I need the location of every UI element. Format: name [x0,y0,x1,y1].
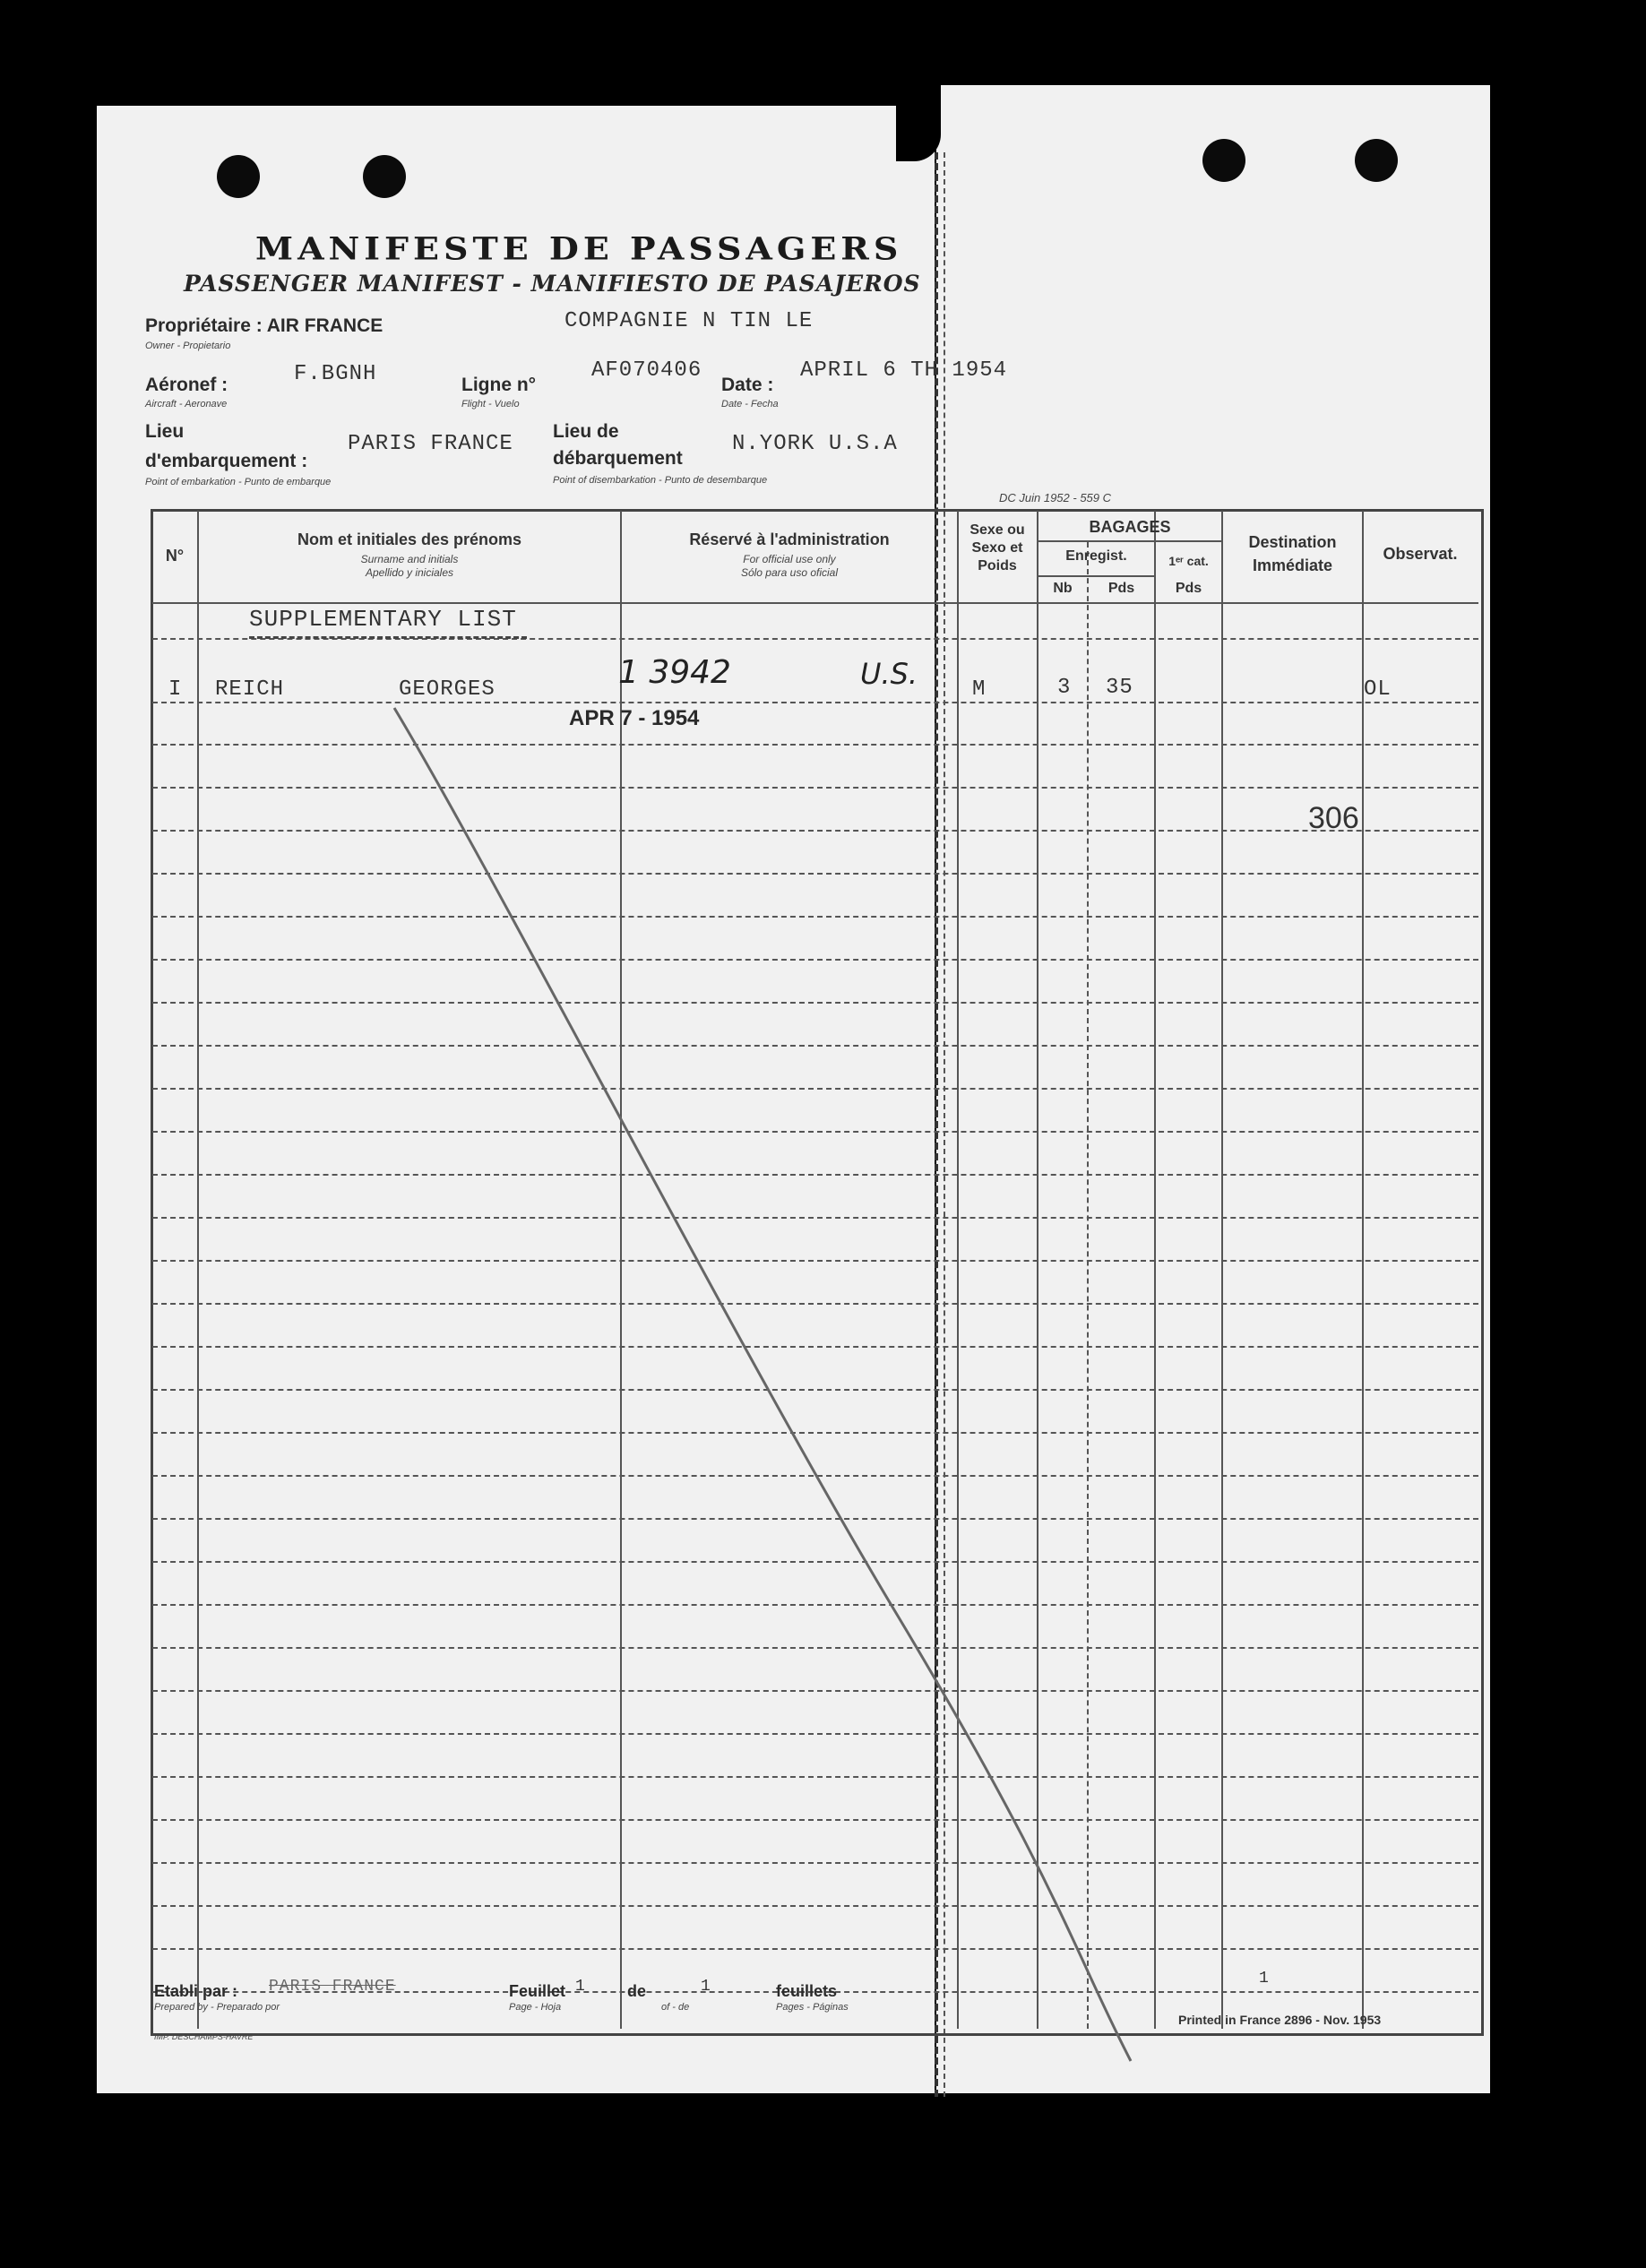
form-code: DC Juin 1952 - 559 C [999,491,1112,504]
passenger-given-name: GEORGES [399,677,496,702]
flight-label: Ligne n° [461,375,537,395]
col-header-admin-sub1: For official use only [743,553,836,565]
established-by-label: Etabli par : [154,1982,238,2000]
row-number: I [168,677,183,702]
baggage-weight: 35 [1106,676,1133,700]
col-header-sex: Sexe ou Sexo et Poids [970,522,1025,573]
disembark-label-2: débarquement [553,448,683,469]
sheets-sublabel: Pages - Páginas [776,2002,849,2013]
col-header-admin-sub2: Sólo para uso oficial [740,566,839,579]
aircraft-sublabel: Aircraft - Aeronave [145,399,228,410]
imprint-label: IMP. DESCHAMPS-HAVRE [154,2032,254,2041]
margin-number: 306 [1308,801,1359,835]
embark-value: PARIS FRANCE [348,432,513,456]
col-header-name-sub2: Apellido y iniciales [365,566,454,579]
aircraft-label: Aéronef : [145,375,228,395]
flight-sublabel: Flight - Vuelo [461,399,520,410]
flight-value: AF070406 [591,358,702,383]
embark-label-1: Lieu [145,421,185,442]
footer-tick: 1 [1259,1970,1270,1988]
aircraft-value: F.BGNH [294,362,377,386]
col-header-registered: Enregist. [1065,548,1127,564]
date-value: APRIL 6 TH 1954 [800,358,1008,383]
page-sublabel: Page - Hoja [509,2002,562,2013]
owner-label: Propriétaire : AIR FRANCE [145,315,383,336]
baggage-count: 3 [1057,676,1072,700]
col-header-destination: Destination Immédiate [1248,533,1337,574]
disembark-sublabel: Point of disembarkation - Punto de desembarque [553,475,768,486]
disembark-value: N.YORK U.S.A [732,432,898,456]
printed-notice: Printed in France 2896 - Nov. 1953 [1178,2013,1382,2027]
nationality-handwritten: U.S. [860,657,918,691]
embark-sublabel: Point of embarkation - Punto de embarque [145,477,332,487]
col-header-baggage: BAGAGES [1089,518,1171,536]
admin-handwritten-number: 1 3942 [618,654,731,691]
col-header-cabin: 1ᵉʳ cat. [1168,554,1209,568]
col-header-nb: Nb [1053,581,1073,596]
sheets-label: feuillets [776,1982,838,2000]
col-header-pds: Pds [1107,581,1135,596]
col-header-cabin-pds: Pds [1175,581,1202,596]
owner-typed-value: COMPAGNIE N TIN LE [564,309,814,333]
date-label: Date : [721,375,774,395]
of-sublabel: of - de [661,2002,690,2013]
col-header-no: N° [165,547,185,565]
page-value: 1 [575,1978,586,1996]
owner-sublabel: Owner - Propietario [145,341,231,351]
embark-label-2: d'embarquement : [145,451,308,471]
observations-value: OL [1364,677,1392,702]
passenger-surname: REICH [215,677,285,702]
of-value: 1 [701,1978,711,1996]
manifest-subtitle: PASSENGER MANIFEST - MANIFIESTO DE PASAJEROS [184,271,921,297]
page-label: Feuillet [509,1982,566,2000]
passenger-sex: M [972,677,987,702]
supplementary-list-label: SUPPLEMENTARY LIST [249,606,517,633]
of-label: de [627,1982,647,2000]
col-header-admin: Réservé à l'administration [689,530,890,548]
established-by-sublabel: Prepared by - Preparado por [154,2002,280,2013]
col-header-observations: Observat. [1383,545,1458,563]
arrival-date-stamp: APR 7 - 1954 [569,706,700,730]
disembark-label-1: Lieu de [553,421,619,442]
col-header-name-sub1: Surname and initials [360,553,459,565]
manifest-title: MANIFESTE DE PASSAGERS [255,230,903,267]
col-header-name: Nom et initiales des prénoms [297,530,522,548]
established-by-value: PARIS FRANCE [269,1978,396,1996]
date-sublabel: Date - Fecha [721,399,779,410]
